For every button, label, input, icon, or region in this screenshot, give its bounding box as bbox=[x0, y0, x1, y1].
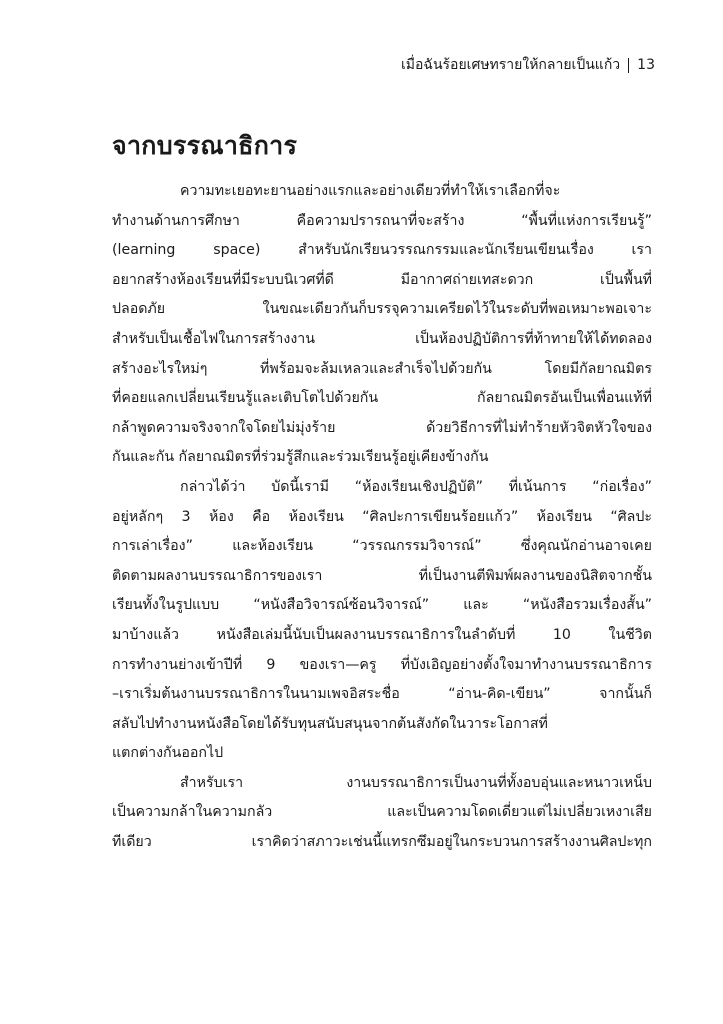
paragraph-1-line-5: ปลอดภัย ในขณะเดียวกันก็บรรจุความเครียดไว้ในระดับที่พอเหมาะพอเจาะ bbox=[112, 301, 652, 318]
chapter-title: จากบรรณาธิการ bbox=[112, 131, 298, 160]
paragraph-1-line-3: (learning space) สำหรับนักเรียนวรรณกรรมและนักเรียนเขียนเรื่อง เรา bbox=[112, 242, 652, 259]
running-header bbox=[401, 54, 655, 76]
paragraph-2-line-10: แตกต่างกันออกไป bbox=[112, 745, 224, 762]
paragraph-1-line-1: ความทะเยอทะยานอย่างแรกและอย่างเดียวที่ทำให้เราเลือกที่จะ bbox=[180, 183, 561, 199]
page-number: 13 bbox=[637, 57, 655, 73]
paragraph-2-line-9: สลับไปทำงานหนังสือโดยได้รับทุนสนับสนุนจากต้นสังกัดในวาระโอกาสที่ bbox=[112, 715, 548, 732]
paragraph-2-line-5: เรียนทั้งในรูปแบบ “หนังสือวิจารณ์ซ้อนวิจารณ์” และ “หนังสือรวมเรื่องสั้น” bbox=[112, 597, 652, 614]
running-title: เมื่อฉันร้อยเศษทรายให้กลายเป็นแก้ว bbox=[401, 57, 621, 73]
body-text bbox=[112, 177, 652, 858]
paragraph-2-line-4: ติดตามผลงานบรรณาธิการของเรา ที่เป็นงานตีพิมพ์ผลงานของนิสิตจากชั้น bbox=[112, 567, 652, 584]
paragraph-1-line-7: สร้างอะไรใหม่ๆ ที่พร้อมจะล้มเหลวและสำเร็จไปด้วยกัน โดยมีกัลยาณมิตร bbox=[112, 360, 652, 377]
paragraph-1-line-10: กันและกัน กัลยาณมิตรที่ร่วมรู้สึกและร่วมเรียนรู้อยู่เคียงข้างกัน bbox=[112, 449, 489, 466]
paragraph-2-line-1: กล่าวได้ว่า บัดนี้เรามี “ห้องเรียนเชิงปฏิบัติ” ที่เน้นการ “ก่อเรื่อง” bbox=[180, 478, 652, 495]
paragraph-1-line-9: กล้าพูดความจริงจากใจโดยไม่มุ่งร้าย ด้วยวิธีการที่ไม่ทำร้ายหัวจิตหัวใจของ bbox=[112, 419, 652, 436]
paragraph-2-line-6: มาบ้างแล้ว หนังสือเล่มนี้นับเป็นผลงานบรรณาธิการในลำดับที่ 10 ในชีวิต bbox=[112, 626, 652, 643]
paragraph-1-line-2: ทำงานด้านการศึกษา คือความปรารถนาที่จะสร้าง “พื้นที่แห่งการเรียนรู้” bbox=[112, 212, 652, 229]
header-divider bbox=[628, 58, 629, 73]
paragraph-2-line-3: การเล่าเรื่อง” และห้องเรียน “วรรณกรรมวิจารณ์” ซึ่งคุณนักอ่านอาจเคย bbox=[112, 538, 652, 555]
paragraph-2-line-8: –เราเริ่มต้นงานบรรณาธิการในนามเพจอิสระชื่อ “อ่าน-คิด-เขียน” จากนั้นก็ bbox=[112, 686, 652, 703]
paragraph-3-line-2: เป็นความกล้าในความกลัว และเป็นความโดดเดี่ยวแต่ไม่เปลี่ยวเหงาเสีย bbox=[112, 804, 652, 821]
paragraph-2-line-2: อยู่หลักๆ 3 ห้อง คือ ห้องเรียน “ศิลปะการเขียนร้อยแก้ว” ห้องเรียน “ศิลปะ bbox=[112, 508, 652, 525]
paragraph-3-line-3: ทีเดียว เราคิดว่าสภาวะเช่นนี้แทรกซึมอยู่ในกระบวนการสร้างงานศิลปะทุก bbox=[112, 834, 652, 851]
paragraph-1-line-6: สำหรับเป็นเชื้อไฟในการสร้างงาน เป็นห้องปฏิบัติการที่ท้าทายให้ได้ทดลอง bbox=[112, 330, 652, 347]
paragraph-2-line-7: การทำงานย่างเข้าปีที่ 9 ของเรา—ครู ที่บังเอิญอย่างตั้งใจมาทำงานบรรณาธิการ bbox=[112, 656, 652, 673]
paragraph-1-line-8: ที่คอยแลกเปลี่ยนเรียนรู้และเติบโตไปด้วยกัน กัลยาณมิตรอันเป็นเพื่อนแท้ที่ bbox=[112, 390, 652, 407]
paragraph-1-line-4: อยากสร้างห้องเรียนที่มีระบบนิเวศที่ดี มีอากาศถ่ายเทสะดวก เป็นพื้นที่ bbox=[112, 271, 652, 288]
paragraph-3-line-1: สำหรับเรา งานบรรณาธิการเป็นงานที่ทั้งอบอุ่นและหนาวเหน็บ bbox=[180, 774, 652, 791]
